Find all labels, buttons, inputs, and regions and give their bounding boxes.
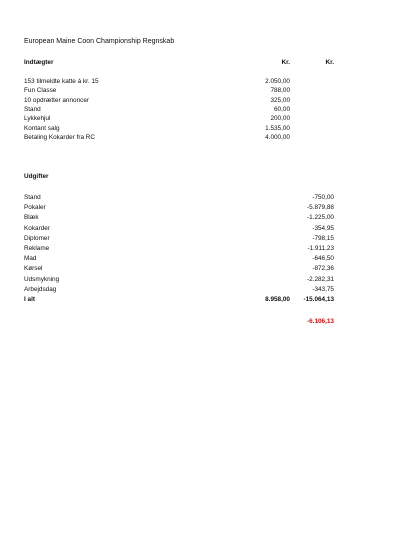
expense-row-label: Arbejdsdag: [24, 285, 57, 293]
expense-row-amount: -1.225,00: [306, 214, 334, 222]
document-title: European Maine Coon Championship Regnskab: [24, 38, 175, 45]
expense-row-amount: -2.282,31: [306, 275, 334, 283]
income-row-label: Stand: [24, 105, 41, 113]
expense-row-label: Kørsel: [24, 265, 43, 273]
income-row-amount: 60,00: [274, 105, 290, 113]
expense-row-label: Mad: [24, 255, 37, 263]
column-header-income: Kr.: [281, 59, 290, 66]
income-row-label: Kontant salg: [24, 124, 60, 132]
income-row-label: 153 tilmeldte katte á kr. 15: [24, 78, 99, 85]
total-label: I alt: [24, 296, 36, 303]
column-header-expense: Kr.: [325, 59, 334, 66]
expense-row-label: Stand: [24, 194, 41, 201]
expense-row-label: Pokaler: [24, 204, 46, 212]
income-row-label: Betaling Kokarder fra RC: [24, 133, 96, 141]
expense-total: -15.064,13: [303, 296, 334, 303]
expense-row-label: Kokarder: [24, 224, 50, 232]
income-row-label: Lykkehjul: [24, 115, 51, 123]
income-row-amount: 325,00: [270, 96, 290, 104]
expenses-heading: Udgifter: [24, 173, 49, 180]
expense-row-amount: -354,95: [312, 224, 334, 232]
expense-row-amount: -343,75: [312, 285, 334, 293]
expense-row-amount: -646,50: [312, 255, 334, 263]
income-row-amount: 200,00: [270, 115, 290, 123]
result-total: -6.106,13: [306, 318, 334, 325]
expense-row-amount: -872,36: [312, 265, 334, 273]
expense-row-amount: -1.911,23: [307, 245, 334, 252]
expense-row-amount: -750,00: [312, 194, 334, 201]
expense-row-amount: -798,15: [312, 234, 334, 242]
expense-row-label: Diplomer: [24, 234, 50, 242]
income-row-label: Fun Classe: [24, 87, 57, 95]
expense-row-amount: -5.879,88: [306, 204, 334, 212]
income-row-amount: 788,00: [270, 87, 290, 95]
income-total: 8.958,00: [265, 296, 290, 303]
expense-row-label: Udsmykning: [24, 275, 60, 283]
income-row-amount: 2.050,00: [265, 78, 290, 85]
income-row-label: 10 opdrætter annoncer: [24, 96, 90, 104]
income-row-amount: 4.000,00: [265, 133, 290, 141]
expense-row-label: Blæk: [24, 214, 39, 222]
income-row-amount: 1.535,00: [265, 124, 290, 132]
expense-row-label: Reklame: [24, 245, 50, 252]
income-heading: Indtægter: [24, 59, 54, 66]
